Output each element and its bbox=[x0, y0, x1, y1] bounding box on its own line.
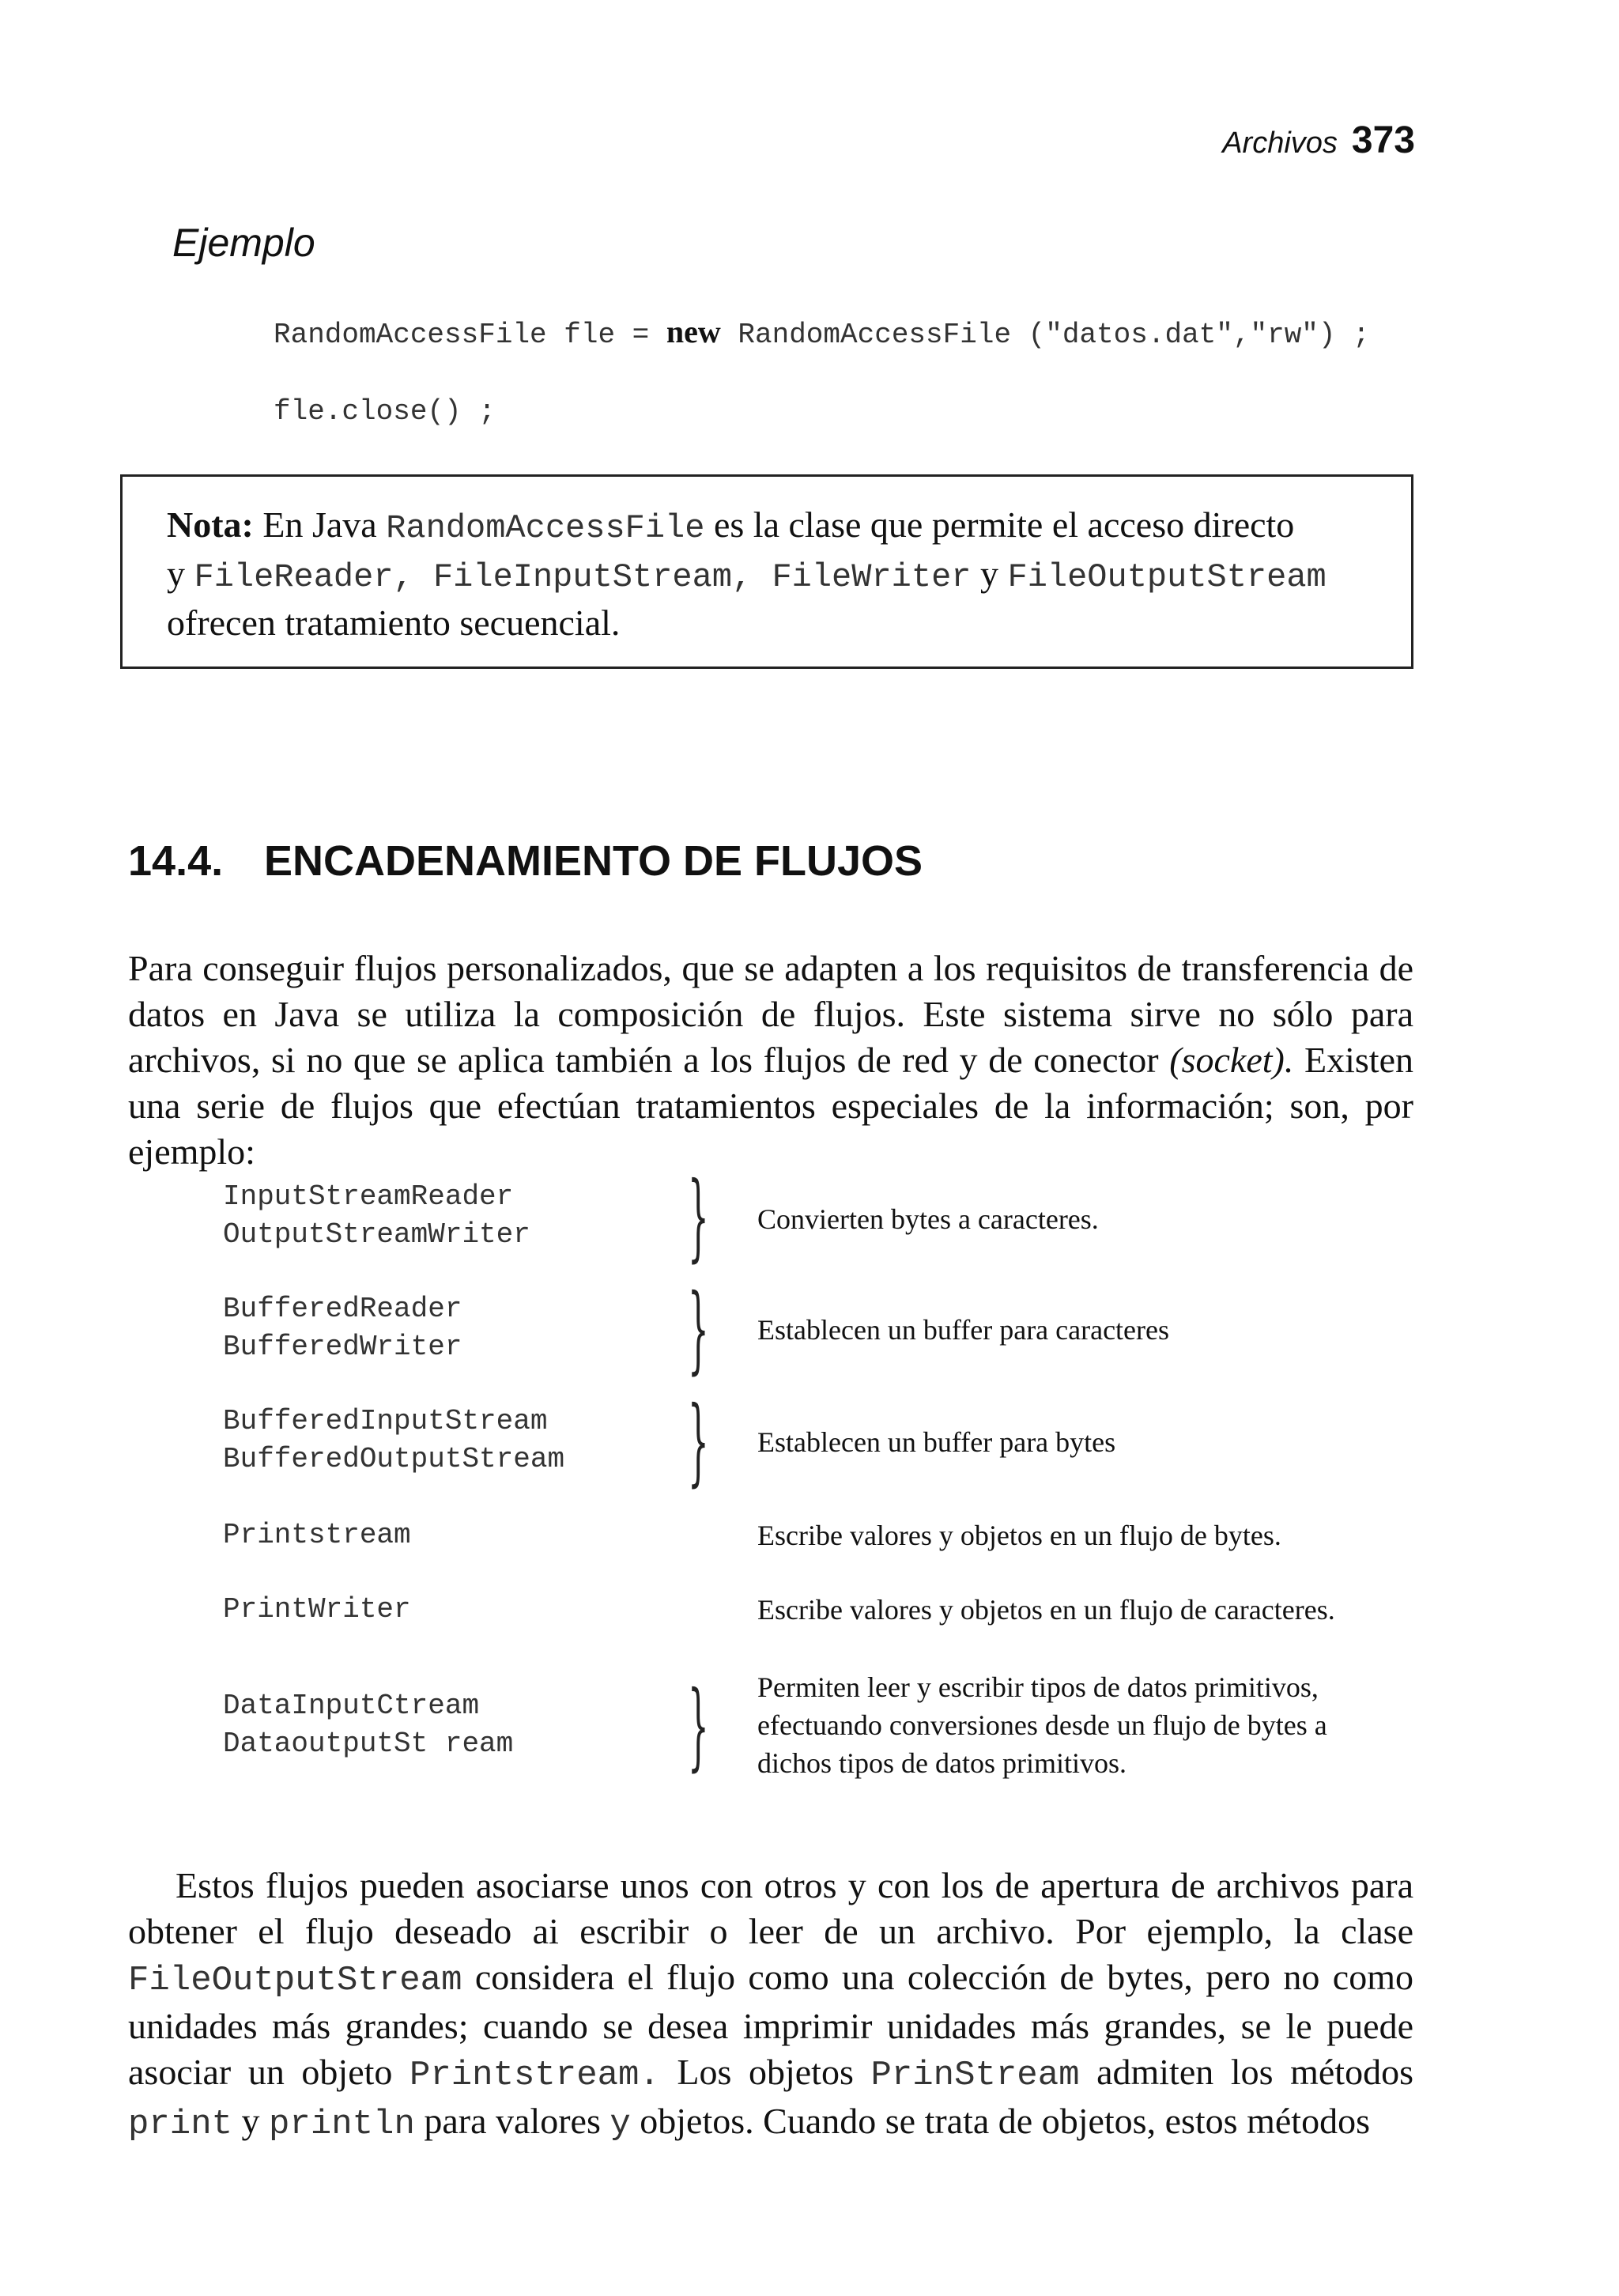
class-name: DataInputCtream bbox=[223, 1690, 480, 1722]
note-code: FileReader, bbox=[194, 558, 413, 596]
brace-icon: } bbox=[688, 1387, 709, 1497]
inline-code: print bbox=[128, 2105, 233, 2144]
class-name: BufferedOutputStream bbox=[223, 1443, 565, 1475]
note-box bbox=[120, 474, 1413, 669]
inline-code: Printstream. bbox=[409, 2056, 660, 2095]
paragraph-emphasis: (socket). bbox=[1169, 1040, 1294, 1080]
inline-code: FileOutputStream bbox=[128, 1961, 462, 2000]
paragraph-text: Estos flujos pueden asociarse unos con otros y con los de apertura de archivos para obtener el flujo deseado ai escribir o leer de un archivo. Por ejemplo, la clase bbox=[128, 1865, 1413, 1951]
inline-code: println bbox=[269, 2105, 415, 2144]
code-keyword: new bbox=[666, 314, 721, 349]
brace-icon: } bbox=[688, 1671, 709, 1781]
stream-description: dichos tipos de datos primitivos. bbox=[757, 1747, 1127, 1779]
stream-description: Escribe valores y objetos en un flujo de bytes. bbox=[757, 1520, 1281, 1551]
section-number: 14.4. bbox=[128, 837, 224, 885]
paragraph-text: Para conseguir flujos personalizados, que se adapten a los requisitos de transferencia de datos en Java se utiliza la composición de flujos. Este sistema sirve no sólo para archivos, si no que se aplica también a los flujos de red y de conector bbox=[128, 948, 1413, 1080]
note-code: FileInputStream, bbox=[413, 558, 753, 596]
paragraph-text: para valores bbox=[414, 2101, 610, 2141]
stream-description: efectuando conversiones desde un flujo de bytes a bbox=[757, 1709, 1327, 1741]
note-code: FileWriter bbox=[752, 558, 972, 596]
note-line-2 bbox=[167, 551, 1373, 600]
class-name: PrintWriter bbox=[223, 1593, 411, 1626]
page-number: 373 bbox=[1351, 119, 1415, 161]
class-name: InputStreamReader bbox=[223, 1180, 514, 1213]
stream-description: Establecen un buffer para bytes bbox=[757, 1426, 1116, 1458]
stream-description: Establecen un buffer para caracteres bbox=[757, 1314, 1170, 1346]
paragraph-text: objetos. Cuando se trata de objetos, estos métodos bbox=[630, 2101, 1370, 2141]
note-text: es la clase que permite el acceso directo bbox=[704, 504, 1295, 545]
stream-description: Convierten bytes a caracteres. bbox=[757, 1203, 1099, 1235]
brace-icon: } bbox=[688, 1275, 709, 1384]
code-line-1 bbox=[274, 313, 1370, 351]
note-code: RandomAccessFile bbox=[386, 509, 705, 547]
section-heading bbox=[128, 836, 923, 886]
class-name: Printstream bbox=[223, 1519, 411, 1551]
class-name: BufferedReader bbox=[223, 1293, 462, 1325]
class-name: BufferedWriter bbox=[223, 1331, 462, 1363]
note-line-1 bbox=[167, 502, 1373, 551]
paragraph-text: Los objetos bbox=[659, 2052, 871, 2092]
class-name: BufferedInputStream bbox=[223, 1405, 548, 1437]
note-text: En Java bbox=[253, 504, 387, 545]
note-label: Nota: bbox=[167, 504, 254, 545]
example-label: Ejemplo bbox=[172, 221, 315, 265]
note-line-3: ofrecen tratamiento secuencial. bbox=[167, 602, 621, 643]
paragraph-1 bbox=[128, 946, 1413, 1175]
section-title: ENCADENAMIENTO DE FLUJOS bbox=[264, 837, 923, 885]
paragraph-2 bbox=[128, 1863, 1413, 2147]
paragraph-text: admiten los métodos bbox=[1079, 2052, 1413, 2092]
inline-code: y bbox=[609, 2105, 631, 2144]
note-text: y bbox=[167, 553, 194, 594]
brace-icon: } bbox=[688, 1162, 709, 1272]
stream-description: Permiten leer y escribir tipos de datos primitivos, bbox=[757, 1671, 1319, 1703]
class-name: OutputStreamWriter bbox=[223, 1218, 530, 1251]
code-text: RandomAccessFile fle = bbox=[274, 319, 666, 351]
class-name: DataoutputSt ream bbox=[223, 1728, 514, 1760]
running-title: Archivos bbox=[1222, 127, 1338, 160]
stream-description: Escribe valores y objetos en un flujo de caracteres. bbox=[757, 1594, 1335, 1626]
code-text: RandomAccessFile ("datos.dat","rw") ; bbox=[720, 319, 1370, 351]
note-text: y bbox=[971, 553, 1008, 594]
note-code: FileOutputStream bbox=[1007, 558, 1327, 596]
paragraph-text: y bbox=[232, 2101, 270, 2141]
code-line-2: fle.close() ; bbox=[274, 395, 496, 428]
paragraph-text: Existen una serie de flujos que efectúan tratamientos especiales de la información; son, por ejemplo: bbox=[128, 1040, 1413, 1172]
running-header bbox=[0, 119, 1415, 162]
inline-code: PrinStream bbox=[870, 2056, 1080, 2095]
paragraph-text: considera el flujo como una colección de bytes, pero no como unidades más grandes; cuando se desea imprimir unidades más grandes, se le puede asociar un objeto bbox=[128, 1957, 1413, 2092]
